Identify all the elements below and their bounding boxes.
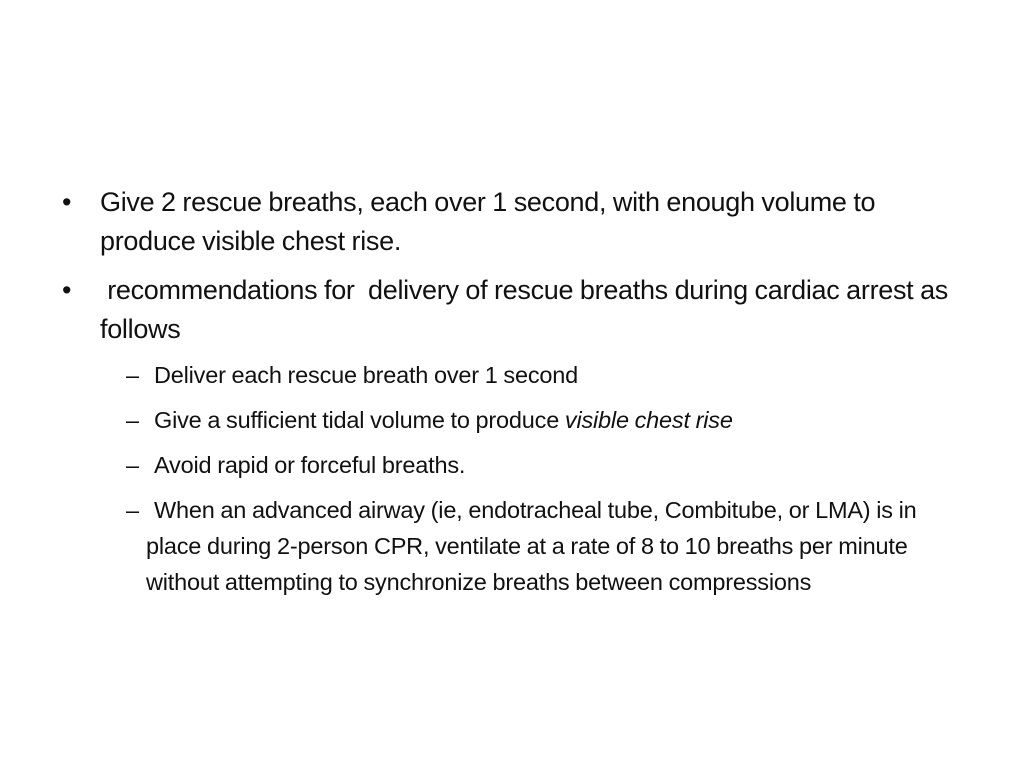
sub-bullet-text: Deliver each rescue breath over 1 second [154,362,578,388]
bullet-item [62,183,962,261]
dash-marker: – [126,407,139,433]
sub-bullet-emphasis: visible chest rise [564,407,733,433]
dash-marker: – [126,362,139,388]
bullet-text: Give 2 rescue breaths, each over 1 second, with enough volume to produce visible chest rise. [100,187,876,256]
sub-list [126,357,962,600]
sub-bullet-text-plain: Give a sufficient tidal volume to produce [154,407,565,433]
bullet-text: recommendations for delivery of rescue breaths during cardiac arrest as follows [100,275,955,344]
sub-bullet-item [126,357,962,393]
bullet-marker: • [62,187,72,217]
sub-bullet-item [126,402,962,438]
sub-bullet-item [126,492,962,600]
sub-bullet-text: When an advanced airway (ie, endotracheal tube, Combitube, or LMA) is in place during 2-person CPR, ventilate at a rate of 8 to 10 breaths per minute without attempting to synchronize breaths between compressions [146,497,917,595]
sub-bullet-text: Avoid rapid or forceful breaths. [154,452,466,478]
bullet-marker: • [62,275,72,305]
dash-marker: – [126,497,139,523]
sub-bullet-item [126,447,962,483]
slide-content [62,183,962,609]
bullet-item [62,271,962,349]
dash-marker: – [126,452,139,478]
sub-bullet-text [146,407,733,433]
